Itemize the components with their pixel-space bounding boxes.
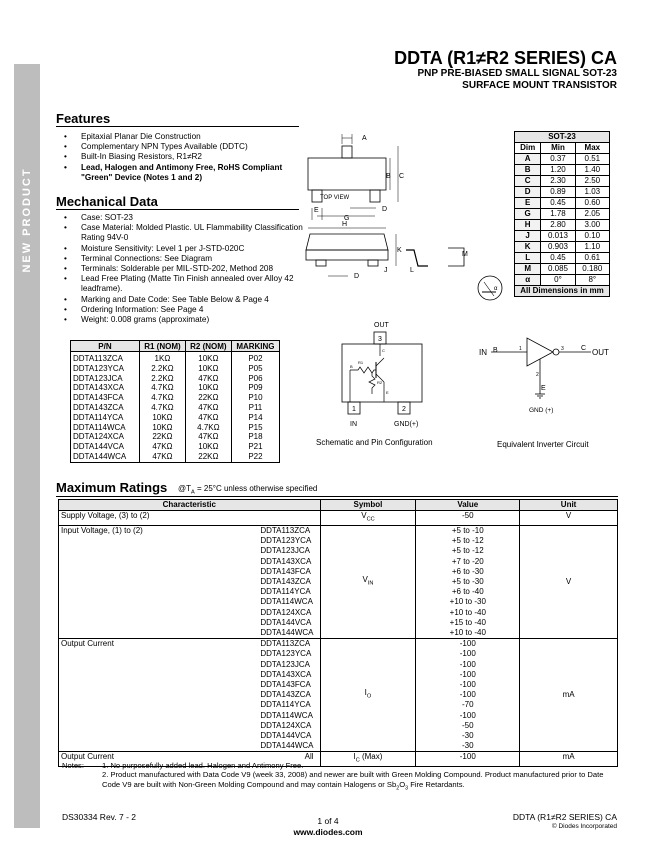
table-row bbox=[59, 526, 618, 639]
sot23-header-min: Min bbox=[541, 143, 575, 154]
footer-page-number: 1 of 4 bbox=[317, 816, 339, 826]
min-cell: 2.30 bbox=[541, 176, 575, 187]
min-cell: 0.013 bbox=[541, 231, 575, 242]
page-title: DDTA (R1≠R2 SERIES) CA bbox=[394, 48, 617, 68]
characteristic-header: Characteristic bbox=[59, 500, 321, 511]
list-item: DDTA114YCA bbox=[73, 412, 124, 422]
sot23-dimension-table bbox=[514, 131, 610, 297]
list-item: 10KΩ bbox=[152, 422, 173, 432]
footer-part-name: DDTA (R1≠R2 SERIES) CA bbox=[512, 812, 617, 822]
svg-text:3: 3 bbox=[378, 336, 382, 343]
list-item: 10KΩ bbox=[198, 354, 219, 363]
list-item: 47KΩ bbox=[152, 451, 173, 461]
feature-item: • Lead, Halogen and Antimony Free, RoHS Compliant "Green" Device (Notes 1 and 2) bbox=[56, 163, 304, 183]
svg-text:1: 1 bbox=[352, 406, 356, 413]
output-all-unit: mA bbox=[520, 752, 618, 767]
page-subtitle-line2: SURFACE MOUNT TRANSISTOR bbox=[462, 80, 617, 91]
svg-text:K: K bbox=[397, 247, 402, 254]
svg-text:E: E bbox=[541, 385, 546, 392]
list-item: DDTA144VCA bbox=[73, 442, 124, 452]
list-item: +10 to -30 bbox=[449, 597, 486, 607]
max-cell: 1.10 bbox=[575, 242, 609, 253]
svg-text:C: C bbox=[399, 173, 405, 180]
min-cell: 0.085 bbox=[541, 264, 575, 275]
list-item: DDTA124XCA bbox=[73, 432, 124, 442]
svg-text:D: D bbox=[354, 273, 360, 280]
list-item: 47KΩ bbox=[198, 432, 219, 442]
table-row bbox=[59, 511, 618, 526]
list-item: DDTA144VCA bbox=[260, 731, 312, 741]
mechanical-list bbox=[56, 213, 304, 325]
list-item: +6 to -30 bbox=[451, 566, 484, 576]
svg-text:J: J bbox=[384, 267, 388, 274]
svg-text:R1: R1 bbox=[358, 360, 364, 365]
svg-text:2: 2 bbox=[536, 372, 539, 378]
list-item: 1KΩ bbox=[154, 354, 171, 363]
list-item: 22KΩ bbox=[198, 393, 219, 403]
list-item: 47KΩ bbox=[198, 412, 219, 422]
list-item: 22KΩ bbox=[198, 451, 219, 461]
svg-text:D: D bbox=[382, 206, 388, 213]
min-cell: 2.80 bbox=[541, 220, 575, 231]
table-row bbox=[515, 253, 610, 264]
list-item: +15 to -40 bbox=[449, 617, 486, 627]
list-item: P15 bbox=[248, 422, 263, 432]
list-item: P05 bbox=[248, 363, 263, 373]
r1-column bbox=[139, 352, 185, 463]
list-item: DDTA123YCA bbox=[73, 363, 124, 373]
supply-unit: V bbox=[520, 511, 618, 526]
svg-text:GND(+): GND(+) bbox=[394, 421, 419, 428]
list-item: DDTA144WCA bbox=[260, 628, 314, 638]
list-item: +5 to -10 bbox=[451, 526, 484, 535]
list-item: -100 bbox=[459, 710, 476, 720]
mechanical-item: • Weight: 0.008 grams (approximate) bbox=[56, 315, 304, 325]
inverter-caption: Equivalent Inverter Circuit bbox=[497, 440, 589, 449]
max-cell: 1.03 bbox=[575, 187, 609, 198]
max-cell: 0.51 bbox=[575, 154, 609, 165]
table-row bbox=[515, 187, 610, 198]
schematic-diagram bbox=[312, 318, 442, 453]
mechanical-item: • Case Material: Molded Plastic. UL Flammability Classification Rating 94V-0 bbox=[56, 223, 304, 243]
list-item: +7 to -20 bbox=[451, 556, 484, 566]
output-all-value: -100 bbox=[416, 752, 520, 767]
svg-text:C: C bbox=[581, 345, 587, 352]
list-item: 4.7KΩ bbox=[151, 402, 174, 412]
list-item: DDTA123JCA bbox=[260, 546, 310, 556]
svg-text:1: 1 bbox=[519, 346, 522, 352]
sot23-footer: All Dimensions in mm bbox=[515, 286, 610, 297]
supply-value: -50 bbox=[416, 511, 520, 526]
max-cell: 3.00 bbox=[575, 220, 609, 231]
svg-text:B: B bbox=[493, 347, 498, 354]
input-unit: V bbox=[520, 526, 618, 639]
table-row bbox=[515, 165, 610, 176]
list-item: DDTA114YCA bbox=[260, 700, 311, 710]
dim-cell: G bbox=[515, 209, 541, 220]
mechanical-heading: Mechanical Data bbox=[56, 194, 158, 209]
max-ratings-heading: Maximum Ratings bbox=[56, 480, 168, 495]
list-item: DDTA123YCA bbox=[260, 536, 312, 546]
dim-cell: H bbox=[515, 220, 541, 231]
note-2: 2. Product manufactured with Data Code V9 (week 33, 2008) and newer are built with Green Molding Compound. Product manufactured prior to Date Code V9 are built with Non-Green Molding Compound and may contain Halogens or $Sb_2O_3$ Fire Retardants. bbox=[102, 770, 604, 792]
svg-text:2: 2 bbox=[402, 406, 406, 413]
svg-text:IN: IN bbox=[350, 421, 357, 428]
symbol-header: Symbol bbox=[320, 500, 416, 511]
max-ratings-rule bbox=[56, 496, 618, 497]
page-subtitle-line1: PNP PRE-BIASED SMALL SIGNAL SOT-23 bbox=[417, 68, 617, 79]
list-item: 10KΩ bbox=[198, 363, 219, 373]
list-item: P21 bbox=[248, 442, 263, 452]
min-cell: 0.89 bbox=[541, 187, 575, 198]
dim-cell: J bbox=[515, 231, 541, 242]
list-item: DDTA143ZCA bbox=[260, 690, 311, 700]
max-cell: 1.40 bbox=[575, 165, 609, 176]
schematic-caption: Schematic and Pin Configuration bbox=[316, 438, 433, 447]
mechanical-item: • Terminal Connections: See Diagram bbox=[56, 254, 304, 264]
list-item: +10 to -40 bbox=[449, 628, 486, 638]
min-cell: 0.45 bbox=[541, 253, 575, 264]
table-row bbox=[515, 154, 610, 165]
mechanical-item: • Lead Free Plating (Matte Tin Finish annealed over Alloy 42 leadframe). bbox=[56, 274, 304, 294]
list-item: 2.2KΩ bbox=[151, 363, 174, 373]
svg-text:OUT: OUT bbox=[374, 322, 389, 329]
list-item: 4.7KΩ bbox=[197, 422, 220, 432]
list-item: 22KΩ bbox=[152, 432, 173, 442]
input-symbol: $V_{IN}$ bbox=[320, 526, 416, 639]
svg-text:B: B bbox=[350, 364, 353, 369]
list-item: +5 to -12 bbox=[451, 546, 484, 556]
marking-header: MARKING bbox=[231, 341, 279, 352]
list-item: 10KΩ bbox=[198, 442, 219, 452]
svg-text:E: E bbox=[386, 390, 389, 395]
list-item: DDTA123YCA bbox=[260, 649, 312, 659]
notes-label: Notes: bbox=[62, 761, 84, 770]
list-item: 2.2KΩ bbox=[151, 373, 174, 383]
list-item: DDTA123JCA bbox=[260, 659, 310, 669]
svg-text:E: E bbox=[314, 207, 319, 214]
features-heading: Features bbox=[56, 111, 111, 126]
max-cell: 0.60 bbox=[575, 198, 609, 209]
dim-cell: E bbox=[515, 198, 541, 209]
list-item: DDTA113ZCA bbox=[73, 354, 123, 363]
list-item: DDTA114WCA bbox=[260, 710, 313, 720]
list-item: DDTA143FCA bbox=[260, 566, 311, 576]
list-item: +6 to -40 bbox=[451, 587, 484, 597]
min-cell: 1.20 bbox=[541, 165, 575, 176]
svg-text:IN: IN bbox=[479, 348, 487, 357]
output-unit: mA bbox=[520, 639, 618, 752]
max-ratings-condition: $@T_A = 25^\circ C$ unless otherwise specified bbox=[178, 484, 318, 496]
dim-cell: A bbox=[515, 154, 541, 165]
sot23-header-max: Max bbox=[575, 143, 609, 154]
list-item: DDTA143XCA bbox=[260, 669, 312, 679]
list-item: 10KΩ bbox=[152, 412, 173, 422]
mechanical-item: • Ordering Information: See Page 4 bbox=[56, 305, 304, 315]
table-row bbox=[515, 176, 610, 187]
min-cell: 0.45 bbox=[541, 198, 575, 209]
input-char: Input Voltage, (1) to (2) DDTA113ZCA DDTA123YCA DDTA123JCA DDTA143XCA DDTA143FCA DDTA143ZCA DDTA114YCA DDTA114WCA DDTA124XCA DDTA144VCA DDTA144WCA bbox=[59, 526, 321, 639]
list-item: -50 bbox=[461, 720, 474, 730]
min-cell: 0.37 bbox=[541, 154, 575, 165]
dim-cell: D bbox=[515, 187, 541, 198]
list-item: P11 bbox=[248, 402, 263, 412]
svg-text:M: M bbox=[462, 251, 468, 258]
output-symbol: $I_O$ bbox=[320, 639, 416, 752]
list-item: DDTA123JCA bbox=[73, 373, 123, 383]
list-item: 4.7KΩ bbox=[151, 383, 174, 393]
svg-text:TOP VIEW: TOP VIEW bbox=[320, 195, 350, 201]
table-row bbox=[515, 220, 610, 231]
max-cell: 0.180 bbox=[575, 264, 609, 275]
footer-doc-number: DS30334 Rev. 7 - 2 bbox=[62, 812, 137, 822]
list-item: DDTA144VCA bbox=[260, 617, 312, 627]
list-item: DDTA143ZCA bbox=[73, 402, 124, 412]
r2-column bbox=[185, 352, 231, 463]
svg-text:C: C bbox=[382, 348, 385, 353]
dim-cell: α bbox=[515, 275, 541, 286]
table-row bbox=[515, 242, 610, 253]
list-item: DDTA124XCA bbox=[260, 720, 312, 730]
list-item: DDTA113ZCA bbox=[260, 526, 311, 535]
table-row bbox=[515, 231, 610, 242]
svg-text:α: α bbox=[494, 286, 498, 292]
mechanical-rule bbox=[56, 209, 299, 210]
svg-text:A: A bbox=[362, 135, 367, 142]
list-item: +5 to -12 bbox=[451, 536, 484, 546]
svg-text:L: L bbox=[410, 267, 414, 274]
list-item: P06 bbox=[248, 373, 263, 383]
r1-header: R1 (NOM) bbox=[139, 341, 185, 352]
footer-website-link[interactable]: www.diodes.com bbox=[293, 827, 363, 837]
list-item: -100 bbox=[459, 690, 476, 700]
input-values bbox=[416, 526, 520, 639]
list-item: DDTA124XCA bbox=[260, 607, 312, 617]
dim-cell: M bbox=[515, 264, 541, 275]
list-item: DDTA114WCA bbox=[260, 597, 313, 607]
output-all-symbol: $I_C$ (Max) bbox=[320, 752, 416, 767]
table-row bbox=[515, 198, 610, 209]
features-list bbox=[56, 132, 304, 183]
mechanical-item: • Moisture Sensitivity: Level 1 per J-STD-020C bbox=[56, 244, 304, 254]
supply-symbol: $V_{CC}$ bbox=[320, 511, 416, 526]
min-cell: 0° bbox=[541, 275, 575, 286]
list-item: +10 to -40 bbox=[449, 607, 486, 617]
list-item: DDTA113ZCA bbox=[260, 639, 311, 649]
max-cell: 0.10 bbox=[575, 231, 609, 242]
list-item: -100 bbox=[459, 659, 476, 669]
output-all-char: Output Current All bbox=[59, 752, 321, 767]
list-item: P09 bbox=[248, 383, 263, 393]
feature-item: • Complementary NPN Types Available (DDTC) bbox=[56, 142, 304, 152]
supply-char: Supply Voltage, (3) to (2) bbox=[59, 511, 321, 526]
part-number-table bbox=[70, 340, 280, 463]
value-header: Value bbox=[416, 500, 520, 511]
feature-item: • Built-In Biasing Resistors, R1≠R2 bbox=[56, 152, 304, 162]
list-item: P22 bbox=[248, 451, 263, 461]
pn-column bbox=[71, 352, 140, 463]
list-item: 47KΩ bbox=[198, 402, 219, 412]
output-values bbox=[416, 639, 520, 752]
max-cell: 2.50 bbox=[575, 176, 609, 187]
equivalent-inverter-diagram bbox=[475, 330, 615, 420]
table-row bbox=[515, 275, 610, 286]
features-rule bbox=[56, 126, 299, 127]
footer-copyright: © Diodes Incorporated bbox=[551, 823, 617, 830]
max-cell: 0.61 bbox=[575, 253, 609, 264]
svg-text:B: B bbox=[386, 173, 391, 180]
dim-cell: L bbox=[515, 253, 541, 264]
svg-text:3: 3 bbox=[561, 346, 564, 352]
marking-column bbox=[231, 352, 279, 463]
list-item: DDTA114YCA bbox=[260, 587, 311, 597]
mechanical-item: • Marking and Date Code: See Table Below & Page 4 bbox=[56, 295, 304, 305]
list-item: -30 bbox=[461, 731, 474, 741]
list-item: DDTA143XCA bbox=[260, 556, 312, 566]
list-item: P02 bbox=[248, 354, 263, 363]
list-item: P14 bbox=[248, 412, 263, 422]
list-item: -100 bbox=[459, 639, 476, 649]
list-item: 47KΩ bbox=[198, 373, 219, 383]
table-row bbox=[515, 264, 610, 275]
list-item: DDTA143FCA bbox=[260, 680, 311, 690]
svg-text:OUT: OUT bbox=[592, 348, 609, 357]
feature-item: • Epitaxial Planar Die Construction bbox=[56, 132, 304, 142]
list-item: All bbox=[304, 752, 314, 762]
list-item: -30 bbox=[461, 741, 474, 751]
unit-header: Unit bbox=[520, 500, 618, 511]
list-item: -100 bbox=[459, 669, 476, 679]
table-row bbox=[515, 209, 610, 220]
list-item: 47KΩ bbox=[152, 442, 173, 452]
side-tab-label: NEW PRODUCT bbox=[21, 167, 33, 273]
list-item: -100 bbox=[459, 680, 476, 690]
list-item: -70 bbox=[461, 700, 474, 710]
dim-cell: B bbox=[515, 165, 541, 176]
min-cell: 1.78 bbox=[541, 209, 575, 220]
r2-header: R2 (NOM) bbox=[185, 341, 231, 352]
dim-cell: K bbox=[515, 242, 541, 253]
list-item: 4.7KΩ bbox=[151, 393, 174, 403]
max-ratings-table bbox=[58, 499, 618, 767]
note-1: 1. No purposefully added lead. Halogen and Antimony Free. bbox=[102, 761, 304, 770]
mechanical-item: • Terminals: Solderable per MIL-STD-202, Method 208 bbox=[56, 264, 304, 274]
list-item: DDTA114WCA bbox=[73, 422, 126, 432]
svg-text:R2: R2 bbox=[377, 380, 383, 385]
svg-text:G: G bbox=[344, 215, 350, 222]
list-item: P10 bbox=[248, 393, 263, 403]
list-item: -100 bbox=[459, 649, 476, 659]
sot23-caption: SOT-23 bbox=[515, 132, 610, 143]
list-item: DDTA144WCA bbox=[73, 451, 127, 461]
list-item: DDTA143ZCA bbox=[260, 577, 311, 587]
list-item: 10KΩ bbox=[198, 383, 219, 393]
list-item: DDTA143FCA bbox=[73, 393, 124, 403]
table-row bbox=[59, 639, 618, 752]
list-item: DDTA144WCA bbox=[260, 741, 314, 751]
svg-text:GND (+): GND (+) bbox=[529, 407, 554, 414]
pn-header: P/N bbox=[71, 341, 140, 352]
dim-cell: C bbox=[515, 176, 541, 187]
list-item: DDTA143XCA bbox=[73, 383, 124, 393]
sot23-package-drawing bbox=[298, 130, 510, 305]
output-char: Output Current DDTA113ZCA DDTA123YCA DDTA123JCA DDTA143XCA DDTA143FCA DDTA143ZCA DDTA114YCA DDTA114WCA DDTA124XCA DDTA144VCA DDTA144WCA bbox=[59, 639, 321, 752]
list-item: +5 to -30 bbox=[451, 577, 484, 587]
max-cell: 2.05 bbox=[575, 209, 609, 220]
min-cell: 0.903 bbox=[541, 242, 575, 253]
sot23-header-dim: Dim bbox=[515, 143, 541, 154]
list-item: P18 bbox=[248, 432, 263, 442]
svg-text:H: H bbox=[342, 221, 348, 228]
mechanical-item: • Case: SOT-23 bbox=[56, 213, 304, 223]
max-cell: 8° bbox=[575, 275, 609, 286]
